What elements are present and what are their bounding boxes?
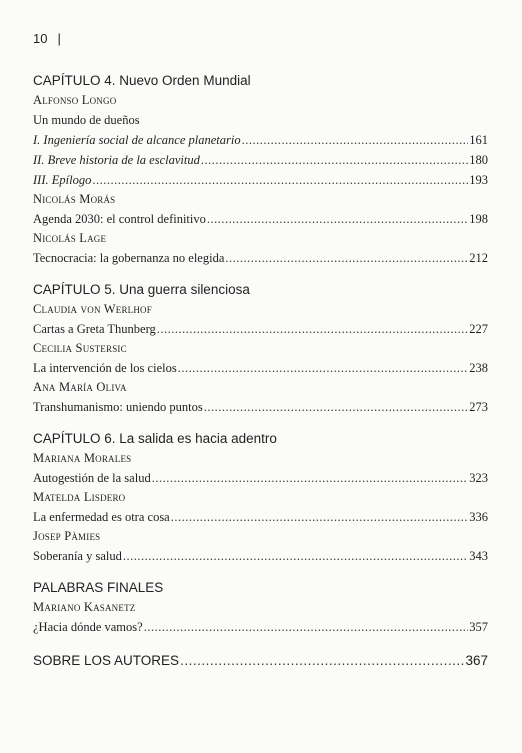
toc-entry[interactable] (33, 397, 488, 417)
leader-dots (242, 130, 469, 150)
entry-title: Agenda 2030: el control definitivo (33, 212, 206, 226)
entry-page-number: 367 (465, 653, 488, 668)
entry-page-number: 161 (469, 133, 488, 147)
author-name: Mariano Kasanetz (33, 600, 136, 614)
entry-title: I. Ingeniería social de alcance planetario (33, 133, 241, 147)
entry-title: ¿Hacia dónde vamos? (33, 620, 143, 634)
leader-dots (225, 248, 468, 268)
toc-entry[interactable] (33, 507, 488, 527)
toc-entry[interactable] (33, 130, 488, 150)
leader-dots (178, 358, 469, 378)
toc-entry[interactable] (33, 358, 488, 378)
entry-page-number: 227 (469, 322, 488, 336)
entry-page-number: 273 (469, 400, 488, 414)
entry-page-number: 198 (469, 212, 488, 226)
entry-page-number: 336 (469, 510, 488, 524)
leader-dots (157, 319, 468, 339)
author-name: Alfonso Longo (33, 93, 117, 107)
header-separator: | (57, 31, 61, 46)
toc-entry[interactable] (33, 170, 488, 190)
toc-entry[interactable] (33, 319, 488, 339)
section-spacer (33, 637, 488, 651)
author-name: Matelda Lisdero (33, 490, 126, 504)
toc-entry[interactable] (33, 209, 488, 229)
leader-dots (152, 468, 469, 488)
entry-title: Soberanía y salud (33, 549, 122, 563)
leader-dots (204, 397, 469, 417)
author-name: Nicolás Morás (33, 192, 116, 206)
leader-dots (207, 209, 468, 229)
entry-title: Transhumanismo: uniendo puntos (33, 400, 203, 414)
author-name: Cecilia Sustersic (33, 341, 127, 355)
page-header (33, 31, 61, 46)
section-spacer (33, 417, 488, 429)
leader-dots (171, 507, 469, 527)
essay-title: Un mundo de dueños (33, 113, 140, 127)
entry-title: Cartas a Greta Thunberg (33, 322, 156, 336)
toc-entry[interactable] (33, 150, 488, 170)
entry-title: SOBRE LOS AUTORES (33, 653, 180, 668)
section-spacer (33, 268, 488, 280)
leader-dots (144, 617, 469, 637)
leader-dots (180, 651, 464, 671)
entry-page-number: 180 (469, 153, 488, 167)
toc-entry[interactable] (33, 651, 488, 671)
toc-entry[interactable] (33, 468, 488, 488)
entry-page-number: 212 (469, 251, 488, 265)
author-name: Nicolás Lage (33, 231, 107, 245)
toc-entry[interactable] (33, 248, 488, 268)
leader-dots (201, 150, 468, 170)
author-name: Josep Pàmies (33, 529, 101, 543)
entry-page-number: 238 (469, 361, 488, 375)
entry-title: III. Epílogo (33, 173, 92, 187)
toc-entry[interactable] (33, 546, 488, 566)
chapter-heading: CAPÍTULO 5. Una guerra silenciosa (33, 282, 250, 297)
chapter-heading: CAPÍTULO 6. La salida es hacia adentro (33, 431, 277, 446)
author-name: Ana María Oliva (33, 380, 127, 394)
entry-page-number: 343 (469, 549, 488, 563)
entry-page-number: 193 (469, 173, 488, 187)
leader-dots (123, 546, 468, 566)
chapter-heading: PALABRAS FINALES (33, 580, 164, 595)
leader-dots (92, 170, 468, 190)
entry-title: La intervención de los cielos (33, 361, 177, 375)
author-name: Claudia von Werlhof (33, 302, 152, 316)
entry-page-number: 323 (469, 471, 488, 485)
toc-entry[interactable] (33, 617, 488, 637)
author-name: Mariana Morales (33, 451, 132, 465)
entry-title: Autogestión de la salud (33, 471, 151, 485)
chapter-heading: CAPÍTULO 4. Nuevo Orden Mundial (33, 73, 251, 88)
page-number: 10 (33, 31, 48, 46)
entry-title: Tecnocracia: la gobernanza no elegida (33, 251, 225, 265)
table-of-contents (33, 71, 488, 671)
entry-title: II. Breve historia de la esclavitud (33, 153, 200, 167)
section-spacer (33, 566, 488, 578)
entry-title: La enfermedad es otra cosa (33, 510, 170, 524)
entry-page-number: 357 (469, 620, 488, 634)
